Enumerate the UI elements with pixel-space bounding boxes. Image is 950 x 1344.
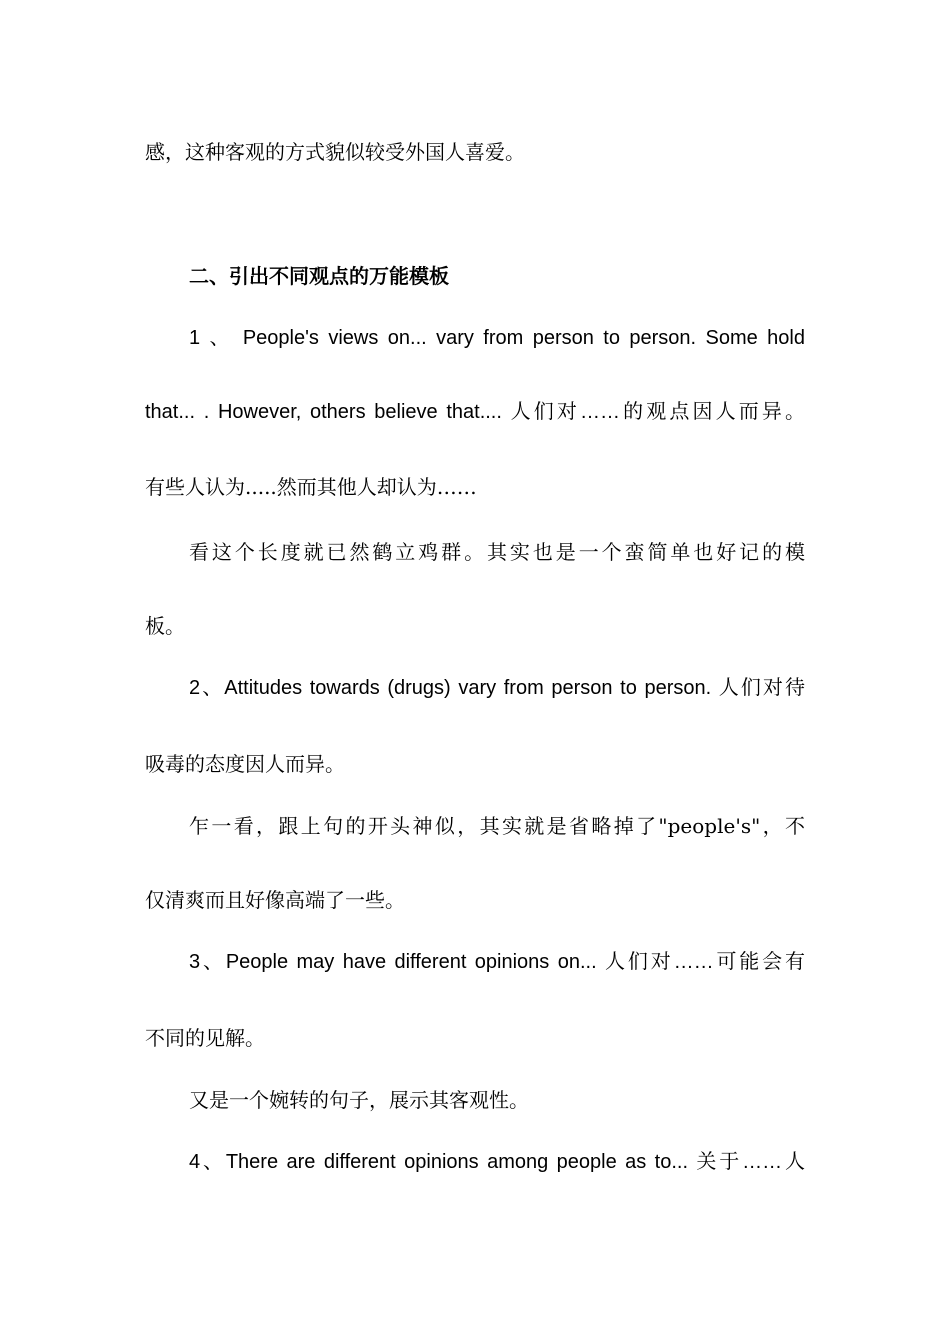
section-heading: 二、引出不同观点的万能模板 [189,264,449,288]
template-3-line: 3、People may have different opinions on... 人们对……可能会有 [189,951,805,973]
template-2-line: 2、Attitudes towards (drugs) vary from person to person. 人们对待 [189,677,805,699]
template-4-line: 4、There are different opinions among people as to... 关于……人 [189,1151,805,1173]
template-1-line: that... . However, others believe that.... 人们对……的观点因人而异。 [145,401,805,423]
commentary-line: 仅清爽而且好像高端了一些。 [145,888,405,912]
template-3-translation: 不同的见解。 [145,1026,265,1050]
template-2-translation: 吸毒的态度因人而异。 [145,752,345,776]
commentary-line: 乍一看，跟上句的开头神似，其实就是省略掉了"people's"，不 [189,814,805,838]
paragraph-line: 感，这种客观的方式貌似较受外国人喜爱。 [145,140,525,164]
template-1-translation: 有些人认为.....然而其他人却认为…… [145,475,477,499]
commentary-line: 板。 [145,614,185,638]
commentary-line: 看这个长度就已然鹤立鸡群。其实也是一个蛮简单也好记的模 [189,540,805,564]
commentary-line: 又是一个婉转的句子，展示其客观性。 [189,1088,529,1112]
template-1-line: 1 、 People's views on... vary from person to person. Some hold [189,327,805,349]
